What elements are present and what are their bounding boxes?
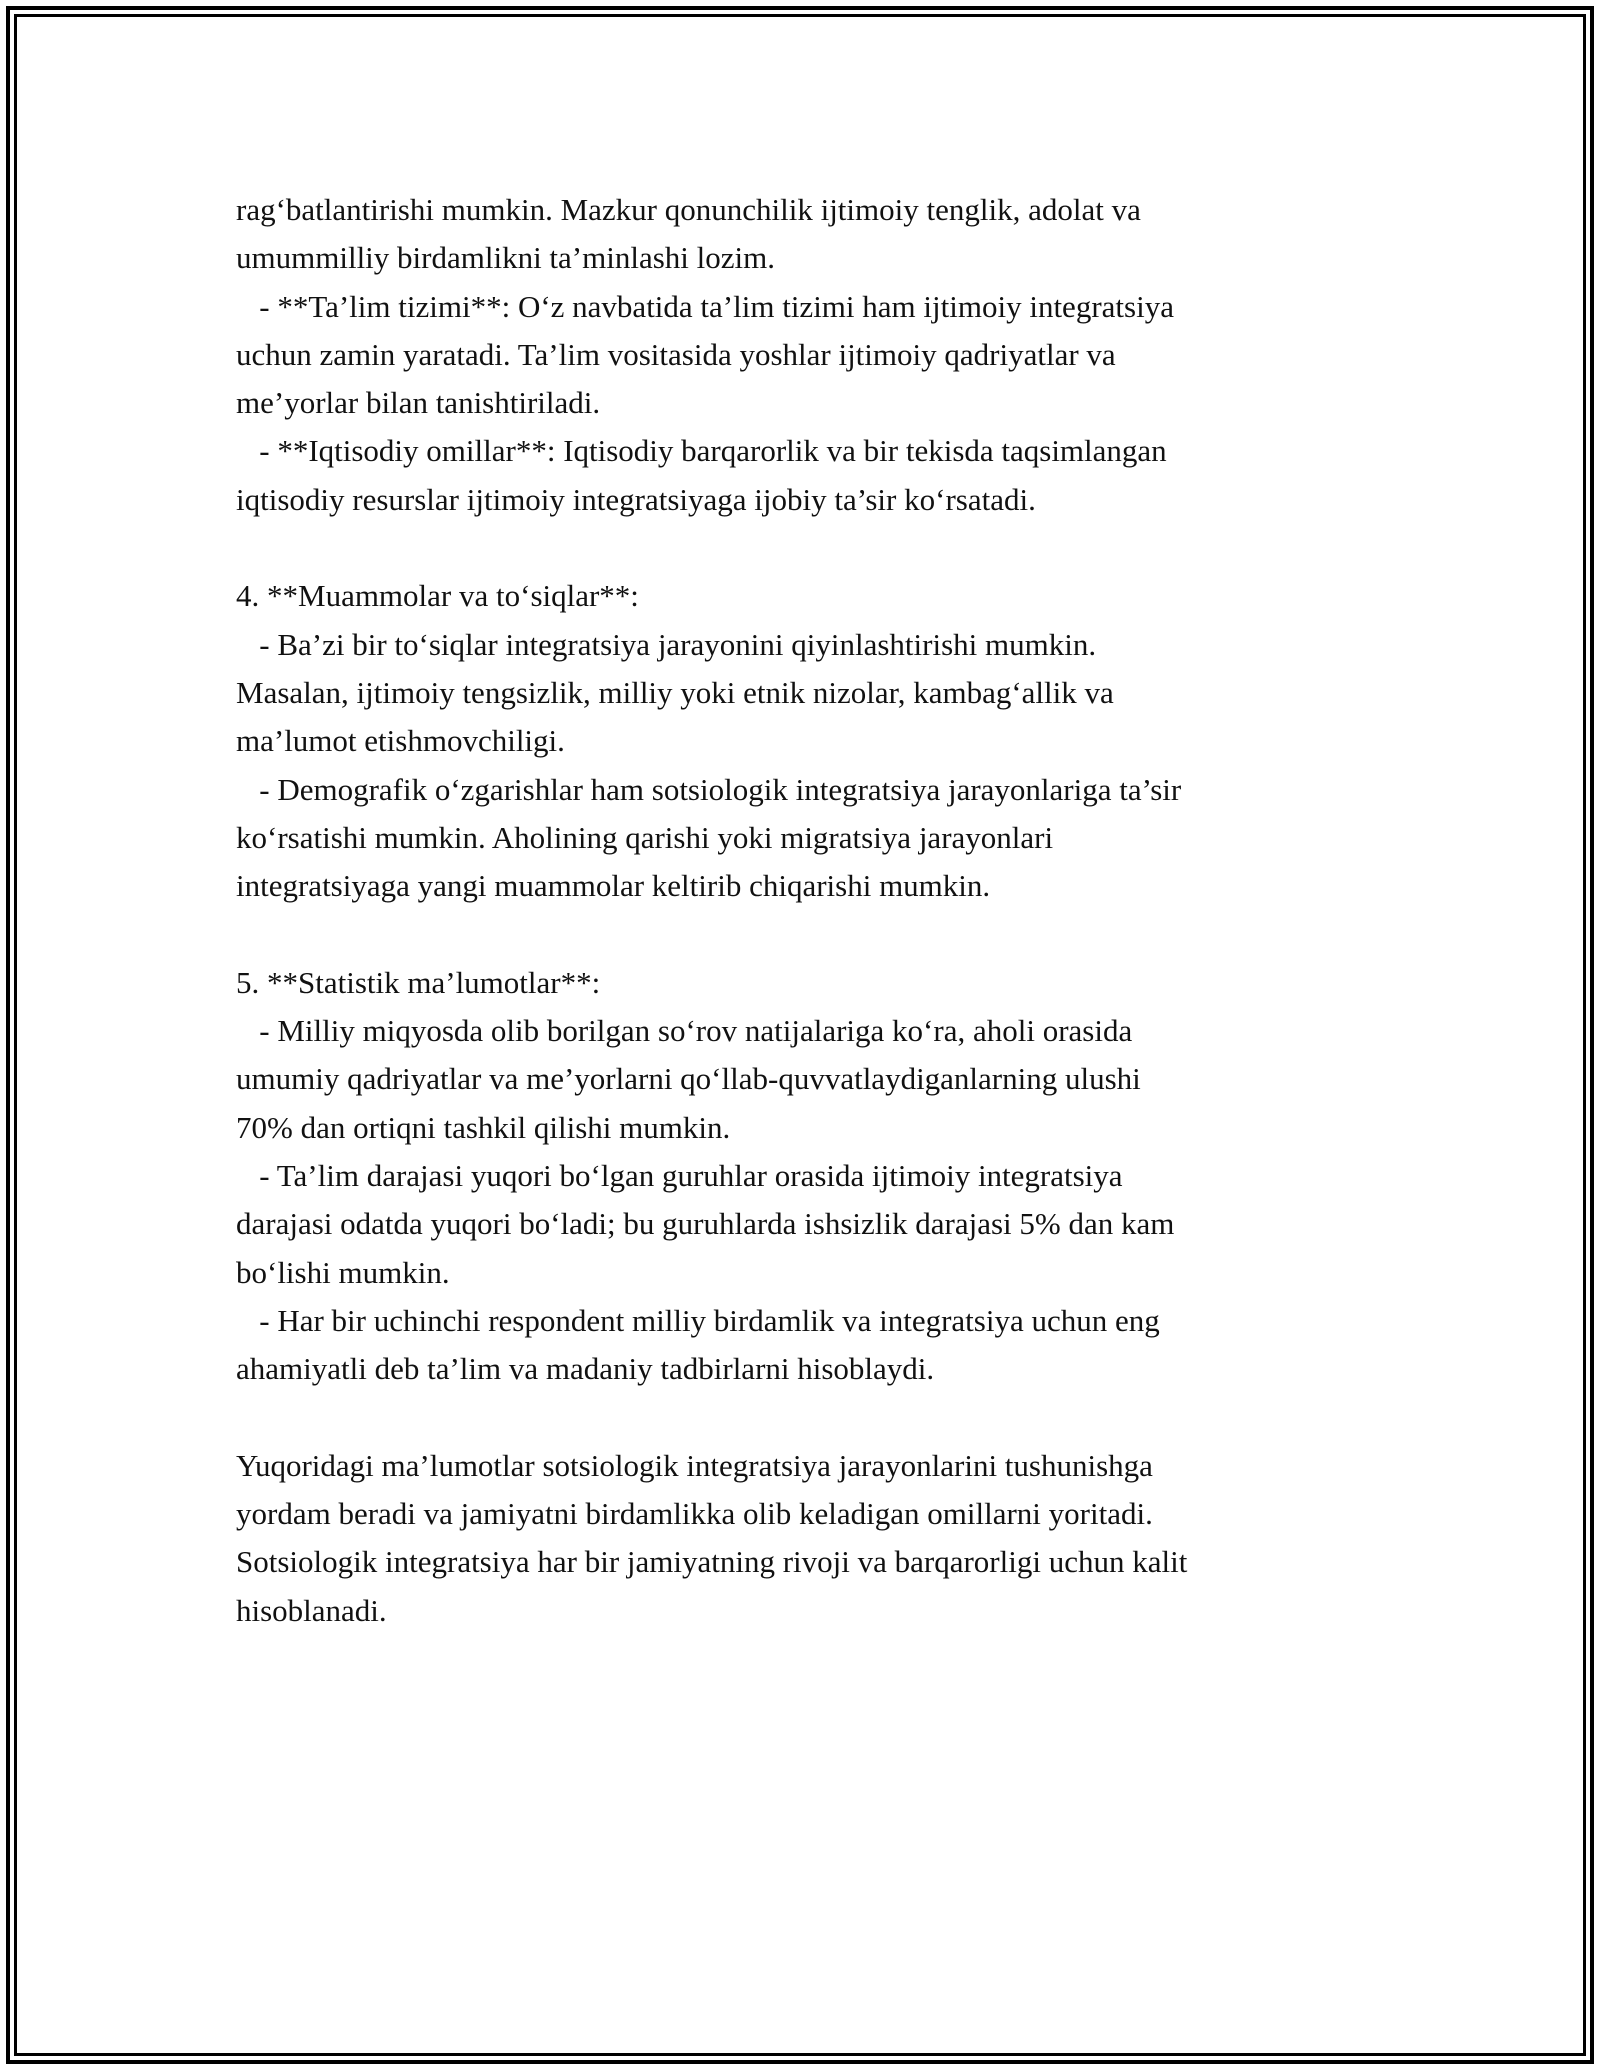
conclusion-line: Yuqoridagi ma’lumotlar sotsiologik integratsiya jarayonlarini tushunishga: [236, 1447, 1153, 1483]
document-body: [236, 186, 1396, 1635]
text-line: ma’lumot etishmovchiligi.: [236, 723, 565, 759]
conclusion-line: hisoblanadi.: [236, 1592, 387, 1628]
section-heading: 4. **Muammolar va to‘siqlar**:: [236, 578, 639, 614]
text-line: - **Ta’lim tizimi**: O‘z navbatida ta’lim tizimi ham ijtimoiy integratsiya: [236, 288, 1174, 324]
text-line: Masalan, ijtimoiy tengsizlik, milliy yoki etnik nizolar, kambag‘allik va: [236, 674, 1114, 710]
text-line: - **Iqtisodiy omillar**: Iqtisodiy barqarorlik va bir tekisda taqsimlangan: [236, 433, 1167, 469]
text-line: 70% dan ortiqni tashkil qilishi mumkin.: [236, 1109, 731, 1145]
paragraph-gap: [236, 524, 1396, 572]
text-line: umumiy qadriyatlar va me’yorlarni qo‘llab-quvvatlaydiganlarning ulushi: [236, 1061, 1141, 1097]
conclusion-line: yordam beradi va jamiyatni birdamlikka olib keladigan omillarni yoritadi.: [236, 1496, 1153, 1532]
text-line: me’yorlar bilan tanishtiriladi.: [236, 385, 601, 421]
text-line: bo‘lishi mumkin.: [236, 1254, 450, 1290]
text-line: - Demografik o‘zgarishlar ham sotsiologik integratsiya jarayonlariga ta’sir: [236, 771, 1182, 807]
text-line: ko‘rsatishi mumkin. Aholining qarishi yoki migratsiya jarayonlari: [236, 819, 1054, 855]
text-line: uchun zamin yaratadi. Ta’lim vositasida yoshlar ijtimoiy qadriyatlar va: [236, 336, 1116, 372]
section-heading: 5. **Statistik ma’lumotlar**:: [236, 964, 601, 1000]
text-line: iqtisodiy resurslar ijtimoiy integratsiyaga ijobiy ta’sir ko‘rsatadi.: [236, 481, 1036, 517]
text-line: - Ba’zi bir to‘siqlar integratsiya jarayonini qiyinlashtirishi mumkin.: [236, 626, 1097, 662]
paragraph-gap: [236, 1393, 1396, 1441]
text-line: - Har bir uchinchi respondent milliy birdamlik va integratsiya uchun eng: [236, 1302, 1160, 1338]
text-line: - Milliy miqyosda olib borilgan so‘rov natijalariga ko‘ra, aholi orasida: [236, 1013, 1133, 1049]
text-line: rag‘batlantirishi mumkin. Mazkur qonunchilik ijtimoiy tenglik, adolat va: [236, 192, 1141, 227]
text-line: integratsiyaga yangi muammolar keltirib chiqarishi mumkin.: [236, 868, 991, 904]
text-line: darajasi odatda yuqori bo‘ladi; bu guruhlarda ishsizlik darajasi 5% dan kam: [236, 1206, 1175, 1242]
text-line: umummilliy birdamlikni ta’minlashi lozim.: [236, 240, 776, 276]
text-line: - Ta’lim darajasi yuqori bo‘lgan guruhlar orasida ijtimoiy integratsiya: [236, 1157, 1123, 1193]
conclusion-line: Sotsiologik integratsiya har bir jamiyatning rivoji va barqarorligi uchun kalit: [236, 1544, 1188, 1580]
paragraph-gap: [236, 910, 1396, 958]
text-line: ahamiyatli deb ta’lim va madaniy tadbirlarni hisoblaydi.: [236, 1351, 935, 1387]
